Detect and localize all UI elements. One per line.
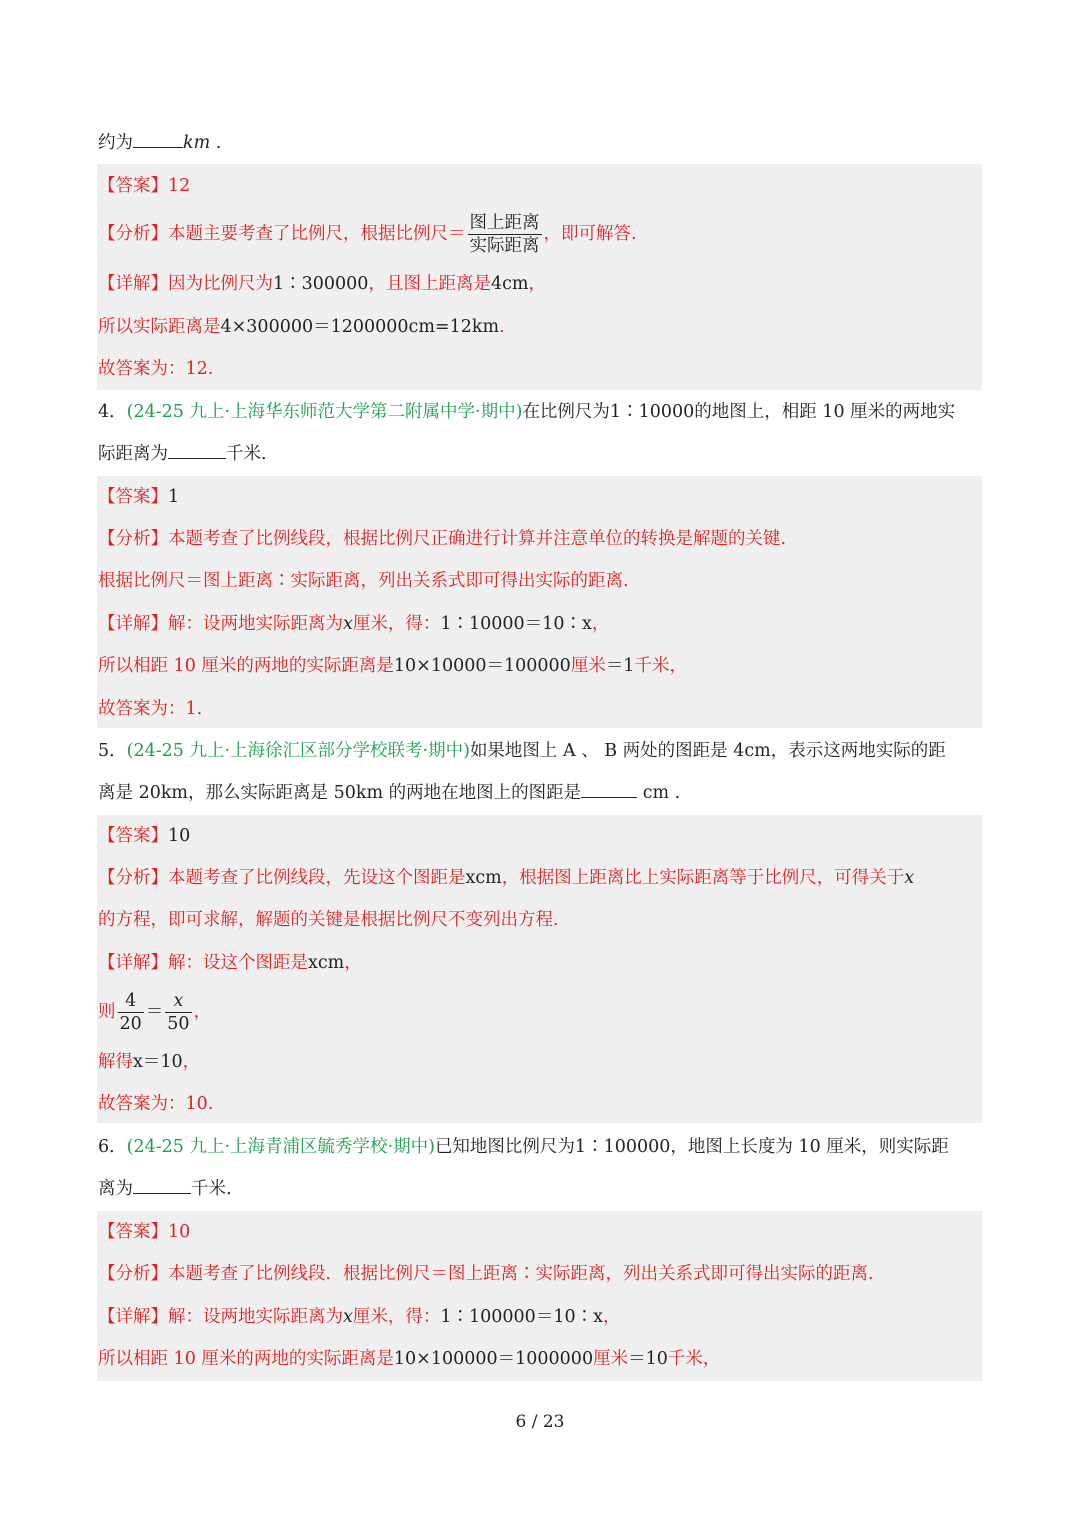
analysis-line: 【分析】本题主要考查了比例尺，根据比例尺＝ $\frac{\text{图上距离}}{\text{实际距离}}$ ，即可解答. bbox=[98, 213, 637, 256]
solution-box-q4 bbox=[97, 476, 982, 728]
question-5: 5．(24-25 九上·上海徐汇区部分学校联考·期中)如果地图上 A 、 B 两处的图距是 4cm，表示这两地实际的距 bbox=[98, 741, 946, 761]
solve-line: 解得x＝10， bbox=[98, 1052, 201, 1072]
question-4: 4．(24-25 九上·上海华东师范大学第二附属中学·期中)在比例尺为1∶10000的地图上，相距 10 厘米的两地实 bbox=[98, 402, 956, 422]
answer-line: 【答案】12 bbox=[98, 176, 191, 196]
page-number: 6 / 23 bbox=[515, 1412, 565, 1432]
detail-line-2: 所以相距 10 厘米的两地的实际距离是10×100000＝1000000厘米＝10千米， bbox=[98, 1349, 721, 1369]
analysis-line-2: 根据比例尺＝图上距离∶实际距离，列出关系式即可得出实际的距离. bbox=[98, 571, 629, 591]
detail-line-2: 所以实际距离是4×300000＝1200000cm=12km. bbox=[98, 317, 505, 337]
detail-line: 【详解】因为比例尺为1∶300000，且图上距离是4cm， bbox=[98, 274, 546, 294]
analysis-line-2: 的方程，即可求解，解题的关键是根据比例尺不变列出方程. bbox=[98, 910, 559, 930]
final-answer: 故答案为：10. bbox=[98, 1094, 214, 1114]
fraction: $\frac{4}{20}$ bbox=[119, 991, 142, 1034]
answer-line: 【答案】10 bbox=[98, 1222, 191, 1242]
equation-line: 则 $\frac{4}{20}$ ＝ $\frac{x}{50}$ ， bbox=[98, 991, 212, 1034]
detail-line-2: 所以相距 10 厘米的两地的实际距离是10×10000＝100000厘米＝1千米， bbox=[98, 656, 687, 676]
analysis-line: 【分析】本题考查了比例线段，根据比例尺正确进行计算并注意单位的转换是解题的关键. bbox=[98, 529, 787, 549]
final-answer: 故答案为：1. bbox=[98, 699, 203, 719]
final-answer: 故答案为：12. bbox=[98, 359, 214, 379]
fraction: $\frac{\text{图上距离}}{\text{实际距离}}$ bbox=[469, 213, 540, 256]
question-6: 6．(24-25 九上·上海青浦区毓秀学校·期中)已知地图比例尺为1∶100000，地图上长度为 10 厘米，则实际距 bbox=[98, 1137, 949, 1157]
detail-line: 【详解】解：设两地实际距离为x厘米，得：1∶10000＝10∶x， bbox=[98, 614, 610, 634]
answer-line: 【答案】1 bbox=[98, 487, 180, 507]
analysis-line: 【分析】本题考查了比例线段．根据比例尺＝图上距离∶实际距离，列出关系式即可得出实际的距离. bbox=[98, 1264, 874, 1284]
answer-line: 【答案】10 bbox=[98, 826, 191, 846]
question-tail: 约为 km . bbox=[98, 133, 222, 153]
fraction: $\frac{x}{50}$ bbox=[167, 991, 190, 1034]
question-6-line2: 离为 千米. bbox=[98, 1179, 232, 1199]
question-5-line2: 离是 20km，那么实际距离是 50km 的两地在地图上的图距是 cm . bbox=[98, 783, 681, 803]
analysis-line: 【分析】本题考查了比例线段，先设这个图距是xcm，根据图上距离比上实际距离等于比例尺，可得关于x bbox=[98, 868, 915, 888]
question-4-line2: 际距离为 千米. bbox=[98, 444, 267, 464]
detail-line: 【详解】解：设两地实际距离为x厘米，得：1∶100000＝10∶x， bbox=[98, 1307, 621, 1327]
detail-line: 【详解】解：设这个图距是xcm， bbox=[98, 953, 362, 973]
